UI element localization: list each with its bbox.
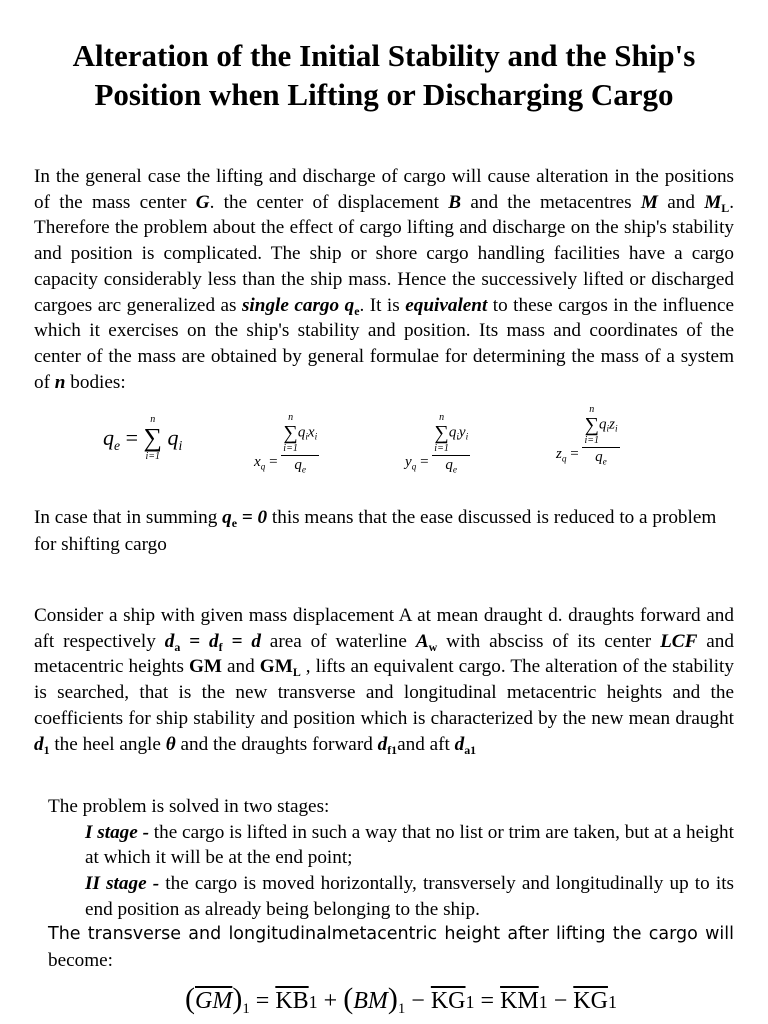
- formula-yq: $y_q$ = n ∑ i=1 $q_iy_i$ $q_e$: [405, 412, 469, 476]
- paragraph-summing: In case that in summing $q_e = 0$ this means that the ease discussed is reduced to a problem for shifting cargo: [34, 507, 717, 555]
- formula-zq: $z_q$ = n ∑ i=1 $q_iz_i$ $q_e$: [556, 404, 618, 468]
- transverse-text: The transverse and longitudinalmetacentric height after lifting the cargo will become:: [48, 924, 734, 971]
- stages-section: [48, 794, 734, 923]
- formula-qe: $q_e$ = n ∑ i=1 $q_i$: [103, 414, 183, 462]
- stages-intro: The problem is solved in two stages:: [48, 796, 330, 817]
- page-title: Alteration of the Initial Stability and the Ship's Position when Lifting or Discharging Cargo: [72, 38, 696, 112]
- metacentric-height-formula: $(\overline{GM})_1 = \overline{KB}1 + (BM)_1 - \overline{KG}1 = \overline{KM}1 - \overline{KG}1$: [185, 982, 617, 1018]
- formula-xq: $x_q$ = n ∑ i=1 $q_ix_i$ $q_e$: [254, 412, 318, 476]
- paragraph-consider: Consider a ship with given mass displacement A at mean draught d. draughts forward and aft respectively $d_a = d_f = d$ area of waterline $A_w$ with absciss of its center LCF and metacentric heights GM and $GM_L$ , lifts an equivalent cargo. The alteration of the stability is searched, that is the new transverse and longitudinal metacentric heights and the coefficients for ship stability and position which is characterized by the new mean draught $d_1$ the heel angle θ and the draughts forward $d_{f1}and$ aft $d_{a1}$: [34, 605, 734, 757]
- paragraph-intro: In the general case the lifting and discharge of cargo will cause alteration in the positions of the mass center G. the center of displacement B and the metacentres M and $M_L$. Therefore the problem about the effect of cargo lifting and discharge on the ship's stability and position is complicated. The ship or shore cargo handling facilities have a cargo capacity considerably less than the ship mass. Hence the successively lifted or discharged cargoes arc generalized as single cargo $q_e$. It is equivalent to these cargos in the influence which it exercises on the ship's stability and position. Its mass and coordinates of the center of the mass are obtained by general formulae for determining the mass of a system of n bodies:: [34, 166, 734, 393]
- stage-two: II stage - the cargo is moved horizontally, transversely and longitudinally up to its end position as already being belonging to the ship.: [85, 873, 735, 920]
- stage-one: I stage - the cargo is lifted in such a way that no list or trim are taken, but at a height at which it will be at the end point;: [85, 821, 734, 869]
